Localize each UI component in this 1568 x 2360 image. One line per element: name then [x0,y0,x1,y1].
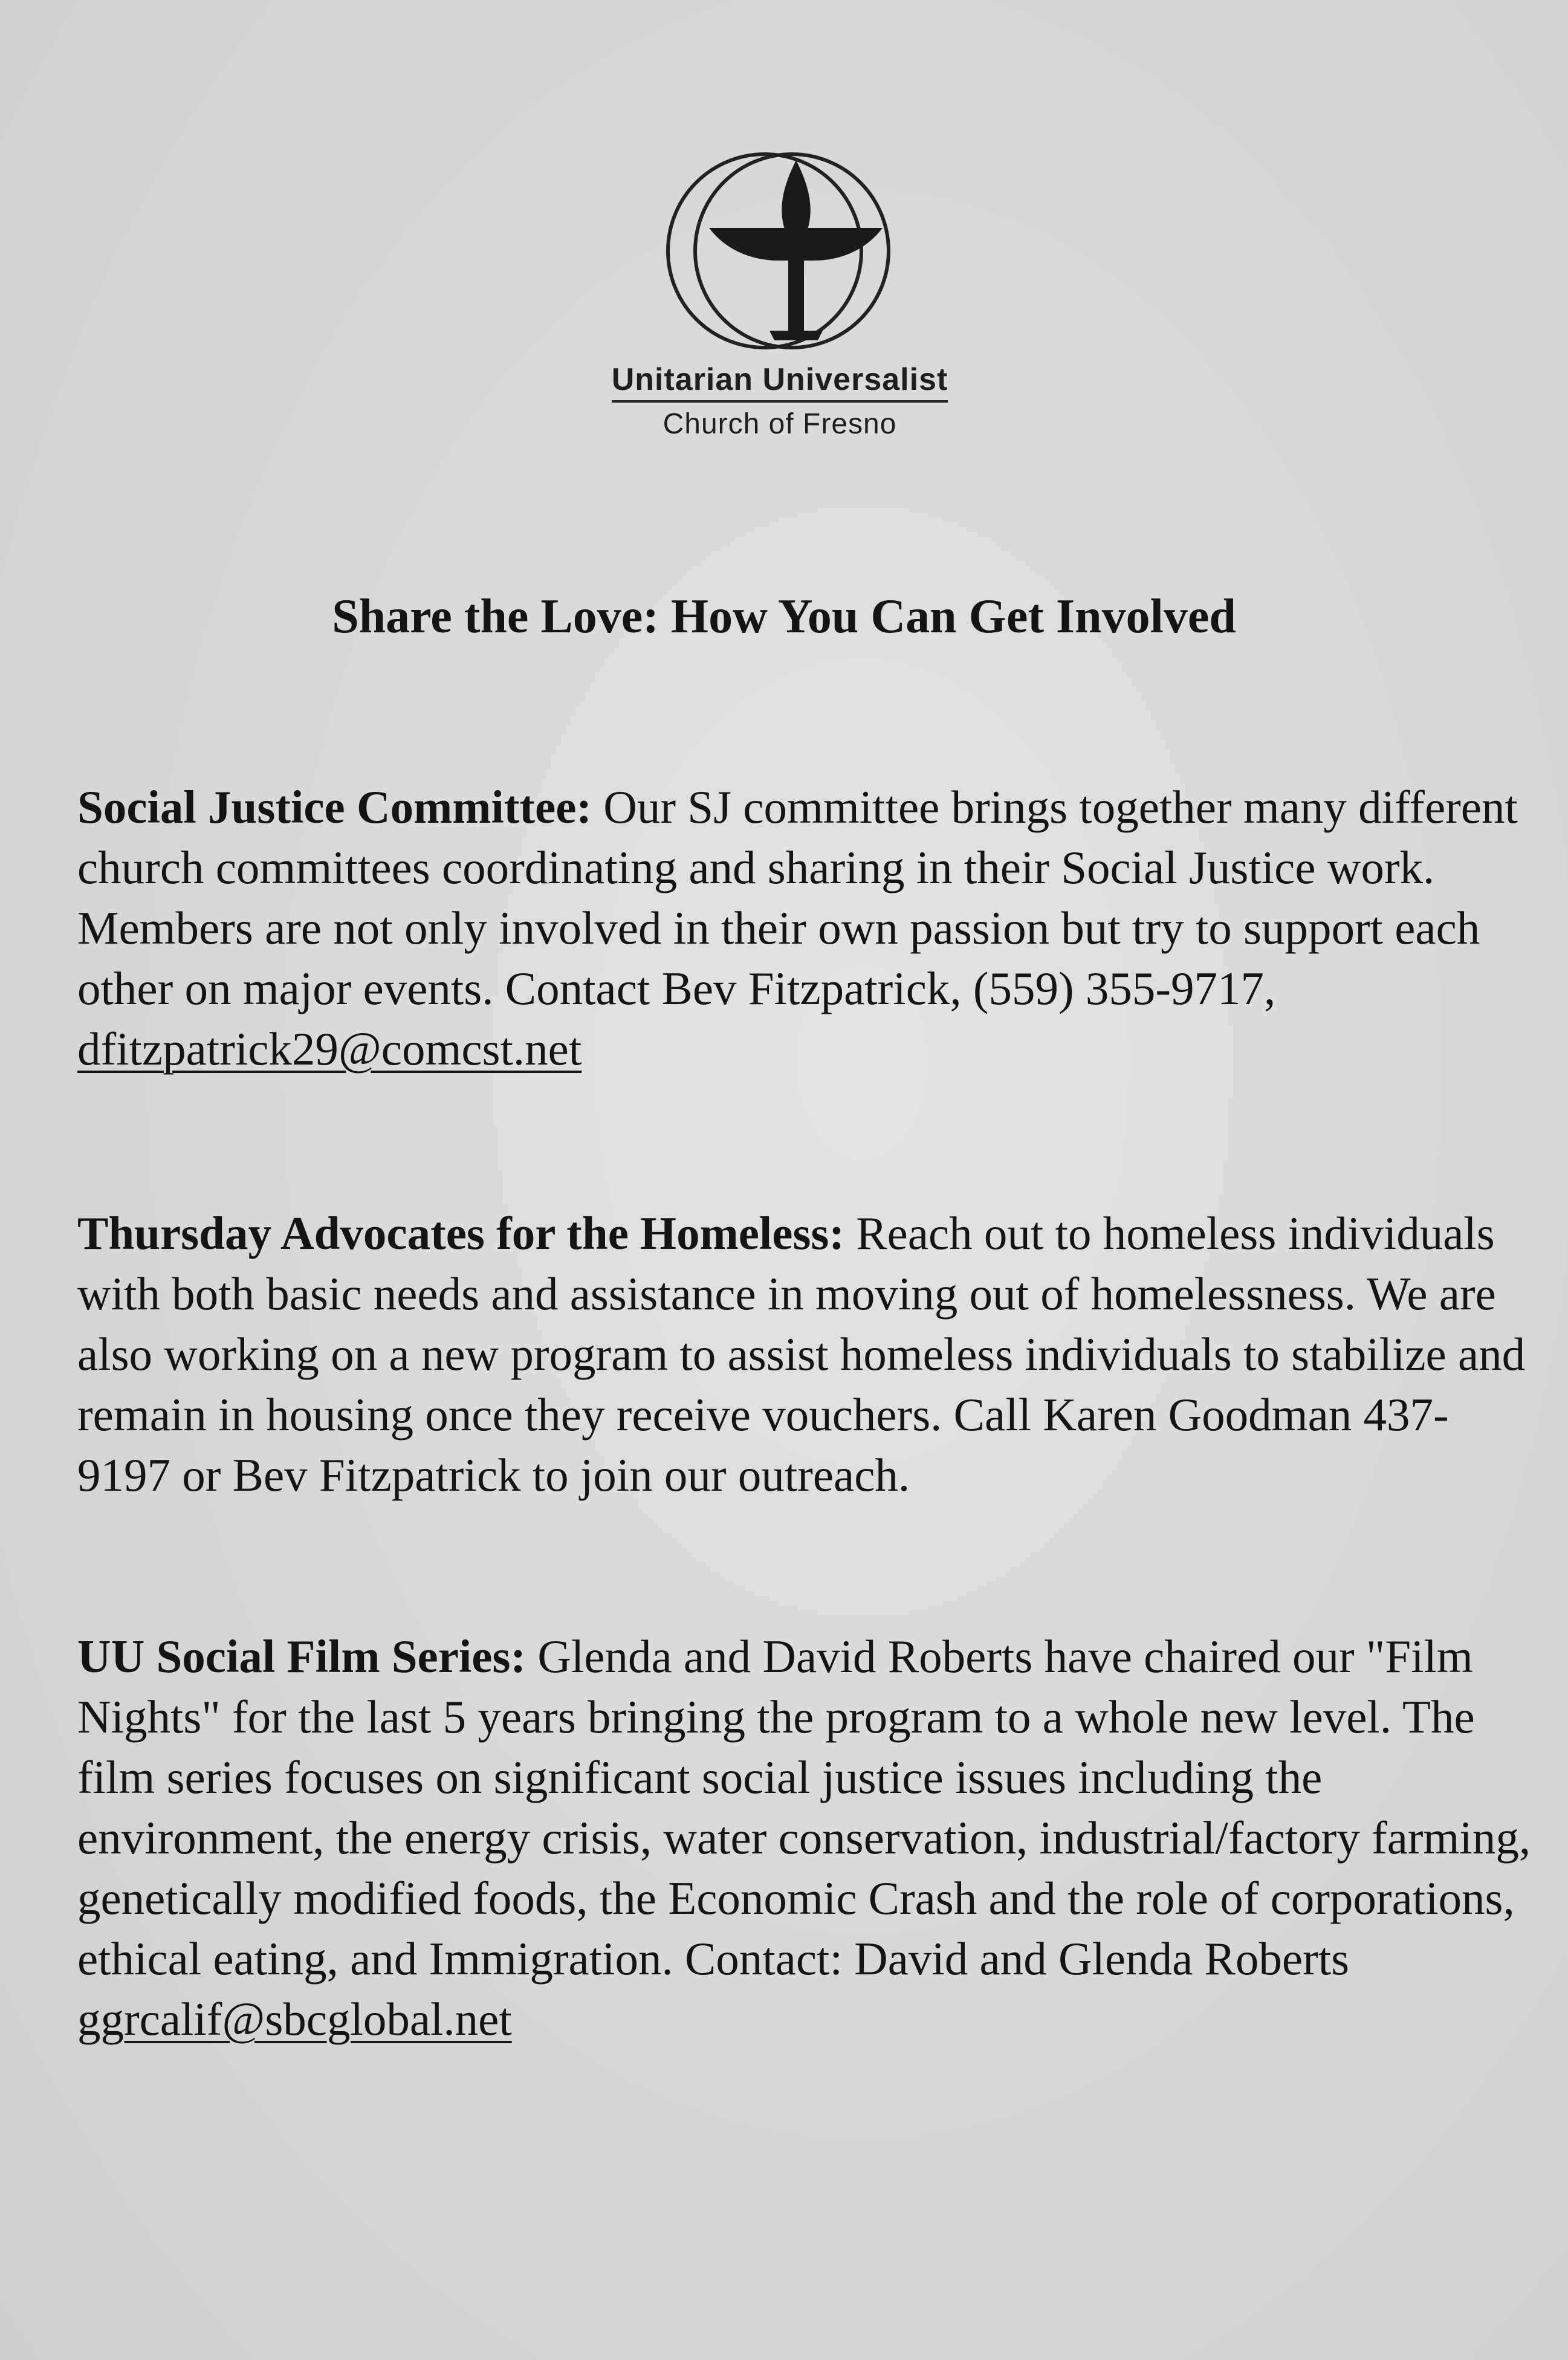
church-name [568,361,991,441]
section-heading: Social Justice Committee: [77,781,592,833]
email-link[interactable]: dfitzpatrick29@comcst.net [77,1023,582,1075]
section-homeless-advocates [77,1203,1540,1505]
section-heading: UU Social Film Series: [77,1630,526,1682]
section-body: Reach out to homeless individuals with both basic needs and assistance in moving out of homelessness. We are also working on a new program to assist homeless individuals to stabilize and remain in housing once they receive vouchers. Call Karen Goodman 437-9197 or Bev Fitzpatrick to join our outreach. [77,1207,1526,1501]
chalice-icon [656,142,892,360]
church-name-line2: Church of Fresno [663,408,897,440]
section-heading: Thursday Advocates for the Homeless: [77,1207,845,1259]
section-film-series [77,1626,1540,2049]
email-link[interactable]: ggrcalif@sbcglobal.net [77,1993,512,2045]
church-logo [656,142,892,360]
section-body: Glenda and David Roberts have chaired our "Film Nights" for the last 5 years bringing the program to a whole new level. The film series focuses on significant social justice issues including the environment, the energy crisis, water conservation, industrial/factory farming, genetically modified foods, the Economic Crash and the role of corporations, ethical eating, and Immigration. Contact: David and Glenda Roberts [77,1630,1531,1985]
church-name-line1: Unitarian Universalist [612,361,948,403]
section-body: Our SJ committee brings together many different church committees coordinating and sharing in their Social Justice work. Members are not only involved in their own passion but try to support each other on major events. Contact Bev Fitzpatrick, (559) 355-9717, [77,781,1518,1014]
page-title: Share the Love: How You Can Get Involved [332,590,1236,643]
section-social-justice [77,777,1540,1079]
